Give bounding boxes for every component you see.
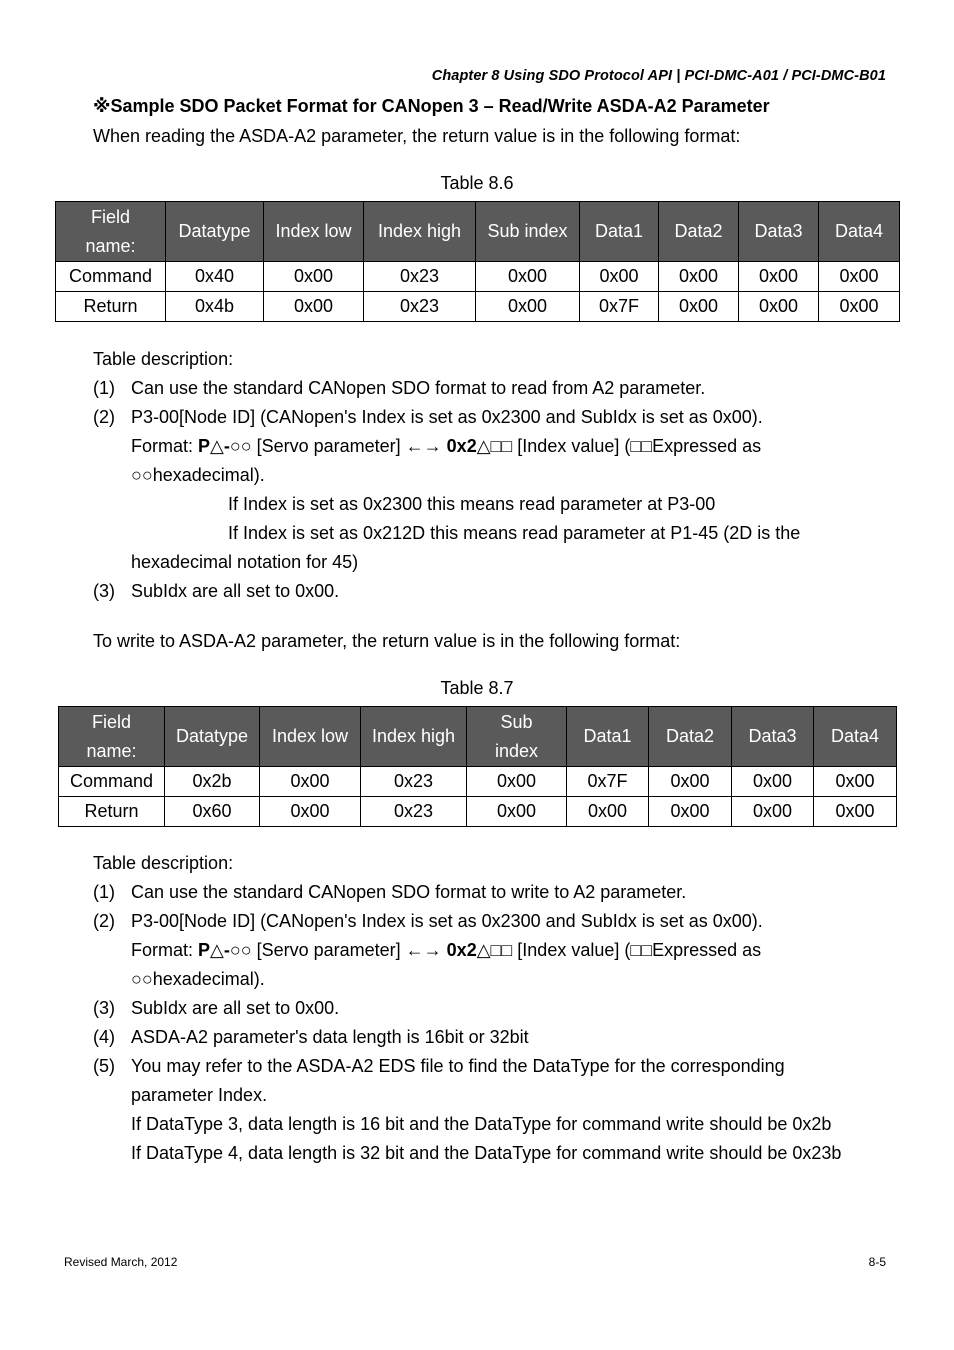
table2-header-cell: Index high bbox=[361, 707, 467, 767]
table-cell: 0x23 bbox=[361, 767, 467, 797]
table1-header-cell: Index high bbox=[364, 202, 476, 262]
footer-page-number: 8-5 bbox=[868, 1255, 886, 1269]
format-rest: □□ [Index value] (□□Expressed as bbox=[490, 940, 762, 960]
list-item: P3-00[Node ID] (CANopen's Index is set as 0x2300 and SubIdx is set as 0x00). bbox=[131, 911, 763, 931]
table1-header-cell: Field name: bbox=[56, 202, 166, 262]
list-item: SubIdx are all set to 0x00. bbox=[131, 998, 340, 1018]
table-cell: 0x00 bbox=[476, 262, 580, 292]
list-item: P3-00[Node ID] (CANopen's Index is set as 0x2300 and SubIdx is set as 0x00). bbox=[131, 407, 763, 427]
list-number: (3) bbox=[93, 998, 115, 1018]
table-cell: 0x7F bbox=[567, 767, 649, 797]
list-number: (2) bbox=[93, 911, 115, 931]
table1-header-cell: Data3 bbox=[739, 202, 819, 262]
table-cell: Return bbox=[59, 797, 165, 827]
table-cell: 0x00 bbox=[659, 262, 739, 292]
format-p: P△- bbox=[198, 940, 230, 960]
table-cell: 0x4b bbox=[166, 292, 264, 322]
table-cell: 0x00 bbox=[732, 797, 814, 827]
example-line-cont: hexadecimal notation for 45) bbox=[131, 552, 359, 572]
format-idx: 0x2△ bbox=[446, 436, 491, 456]
format-mid: ○○ [Servo parameter] ←→ bbox=[229, 436, 447, 456]
table-cell: 0x00 bbox=[814, 767, 897, 797]
table2-header-cell: Data2 bbox=[649, 707, 732, 767]
table-cell: 0x23 bbox=[361, 797, 467, 827]
table-cell: Return bbox=[56, 292, 166, 322]
table-cell: 0x00 bbox=[264, 292, 364, 322]
list-item: Can use the standard CANopen SDO format to write to A2 parameter. bbox=[131, 882, 687, 902]
note-line: If DataType 4, data length is 32 bit and the DataType for command write should be 0x23b bbox=[131, 1143, 842, 1163]
table2-header-cell: Data1 bbox=[567, 707, 649, 767]
table-cell: 0x00 bbox=[467, 767, 567, 797]
desc2-heading: Table description: bbox=[93, 853, 234, 873]
table1-header-cell: Data1 bbox=[580, 202, 659, 262]
table1-header-cell: Index low bbox=[264, 202, 364, 262]
table-cell: 0x00 bbox=[649, 767, 732, 797]
table2-header-cell: Sub index bbox=[467, 707, 567, 767]
table-cell: 0x00 bbox=[580, 262, 659, 292]
table1-header-cell: Data4 bbox=[819, 202, 900, 262]
read-intro: When reading the ASDA-A2 parameter, the return value is in the following format: bbox=[93, 126, 741, 146]
table1-caption: Table 8.6 bbox=[440, 173, 514, 193]
list-item: You may refer to the ASDA-A2 EDS file to find the DataType for the corresponding bbox=[131, 1056, 785, 1076]
table-cell: 0x00 bbox=[260, 767, 361, 797]
table-row bbox=[59, 767, 897, 797]
table-cell: 0x00 bbox=[264, 262, 364, 292]
format-line bbox=[131, 939, 761, 961]
table2-caption: Table 8.7 bbox=[440, 678, 514, 698]
table1-header-cell: Sub index bbox=[476, 202, 580, 262]
table-cell: 0x2b bbox=[165, 767, 260, 797]
table-cell: Command bbox=[56, 262, 166, 292]
table-cell: 0x40 bbox=[166, 262, 264, 292]
format-line bbox=[131, 435, 761, 457]
table2-header-cell: Datatype bbox=[165, 707, 260, 767]
table1-header-cell: Data2 bbox=[659, 202, 739, 262]
table-8-6 bbox=[55, 201, 900, 322]
format-p: P△- bbox=[198, 436, 230, 456]
table-cell: 0x00 bbox=[260, 797, 361, 827]
table-cell: 0x00 bbox=[567, 797, 649, 827]
table-cell: 0x7F bbox=[580, 292, 659, 322]
table-cell: 0x00 bbox=[659, 292, 739, 322]
list-number: (1) bbox=[93, 378, 115, 398]
table-cell: 0x00 bbox=[814, 797, 897, 827]
list-number: (1) bbox=[93, 882, 115, 902]
example-line: If Index is set as 0x2300 this means read parameter at P3-00 bbox=[228, 494, 716, 514]
table2-header-cell: Field name: bbox=[59, 707, 165, 767]
table1-header-cell: Datatype bbox=[166, 202, 264, 262]
table-cell: Command bbox=[59, 767, 165, 797]
table-cell: 0x00 bbox=[476, 292, 580, 322]
footer-revised: Revised March, 2012 bbox=[64, 1255, 178, 1269]
table-cell: 0x00 bbox=[732, 767, 814, 797]
table-row bbox=[59, 797, 897, 827]
table1-header-row bbox=[56, 202, 900, 262]
table-8-7 bbox=[58, 706, 897, 827]
table2-header-row bbox=[59, 707, 897, 767]
table2-header-cell: Index low bbox=[260, 707, 361, 767]
list-item: SubIdx are all set to 0x00. bbox=[131, 581, 340, 601]
table-row bbox=[56, 292, 900, 322]
table-cell: 0x00 bbox=[819, 292, 900, 322]
format-mid: ○○ [Servo parameter] ←→ bbox=[229, 940, 447, 960]
example-line: If Index is set as 0x212D this means read parameter at P1-45 (2D is the bbox=[228, 523, 801, 543]
list-item: ASDA-A2 parameter's data length is 16bit or 32bit bbox=[131, 1027, 529, 1047]
table-cell: 0x23 bbox=[364, 292, 476, 322]
format-line-2: ○○hexadecimal). bbox=[131, 465, 265, 485]
section-title: ※Sample SDO Packet Format for CANopen 3 – Read/Write ASDA-A2 Parameter bbox=[93, 96, 770, 116]
list-item-cont: parameter Index. bbox=[131, 1085, 268, 1105]
format-line-2: ○○hexadecimal). bbox=[131, 969, 265, 989]
write-intro: To write to ASDA-A2 parameter, the return value is in the following format: bbox=[93, 631, 681, 651]
format-prefix: Format: bbox=[131, 940, 199, 960]
table2-header-cell: Data3 bbox=[732, 707, 814, 767]
desc1-heading: Table description: bbox=[93, 349, 234, 369]
list-number: (5) bbox=[93, 1056, 115, 1076]
table-cell: 0x00 bbox=[739, 262, 819, 292]
format-prefix: Format: bbox=[131, 436, 199, 456]
table-cell: 0x00 bbox=[649, 797, 732, 827]
list-item: Can use the standard CANopen SDO format to read from A2 parameter. bbox=[131, 378, 706, 398]
format-rest: □□ [Index value] (□□Expressed as bbox=[490, 436, 762, 456]
table2-header-cell: Data4 bbox=[814, 707, 897, 767]
list-number: (3) bbox=[93, 581, 115, 601]
running-header: Chapter 8 Using SDO Protocol API | PCI-DMC-A01 / PCI-DMC-B01 bbox=[431, 68, 886, 84]
list-number: (2) bbox=[93, 407, 115, 427]
table-cell: 0x23 bbox=[364, 262, 476, 292]
list-number: (4) bbox=[93, 1027, 115, 1047]
table-cell: 0x00 bbox=[467, 797, 567, 827]
table-cell: 0x00 bbox=[819, 262, 900, 292]
note-line: If DataType 3, data length is 16 bit and the DataType for command write should be 0x2b bbox=[131, 1114, 832, 1134]
format-idx: 0x2△ bbox=[446, 940, 491, 960]
table-row bbox=[56, 262, 900, 292]
table-cell: 0x00 bbox=[739, 292, 819, 322]
table-cell: 0x60 bbox=[165, 797, 260, 827]
